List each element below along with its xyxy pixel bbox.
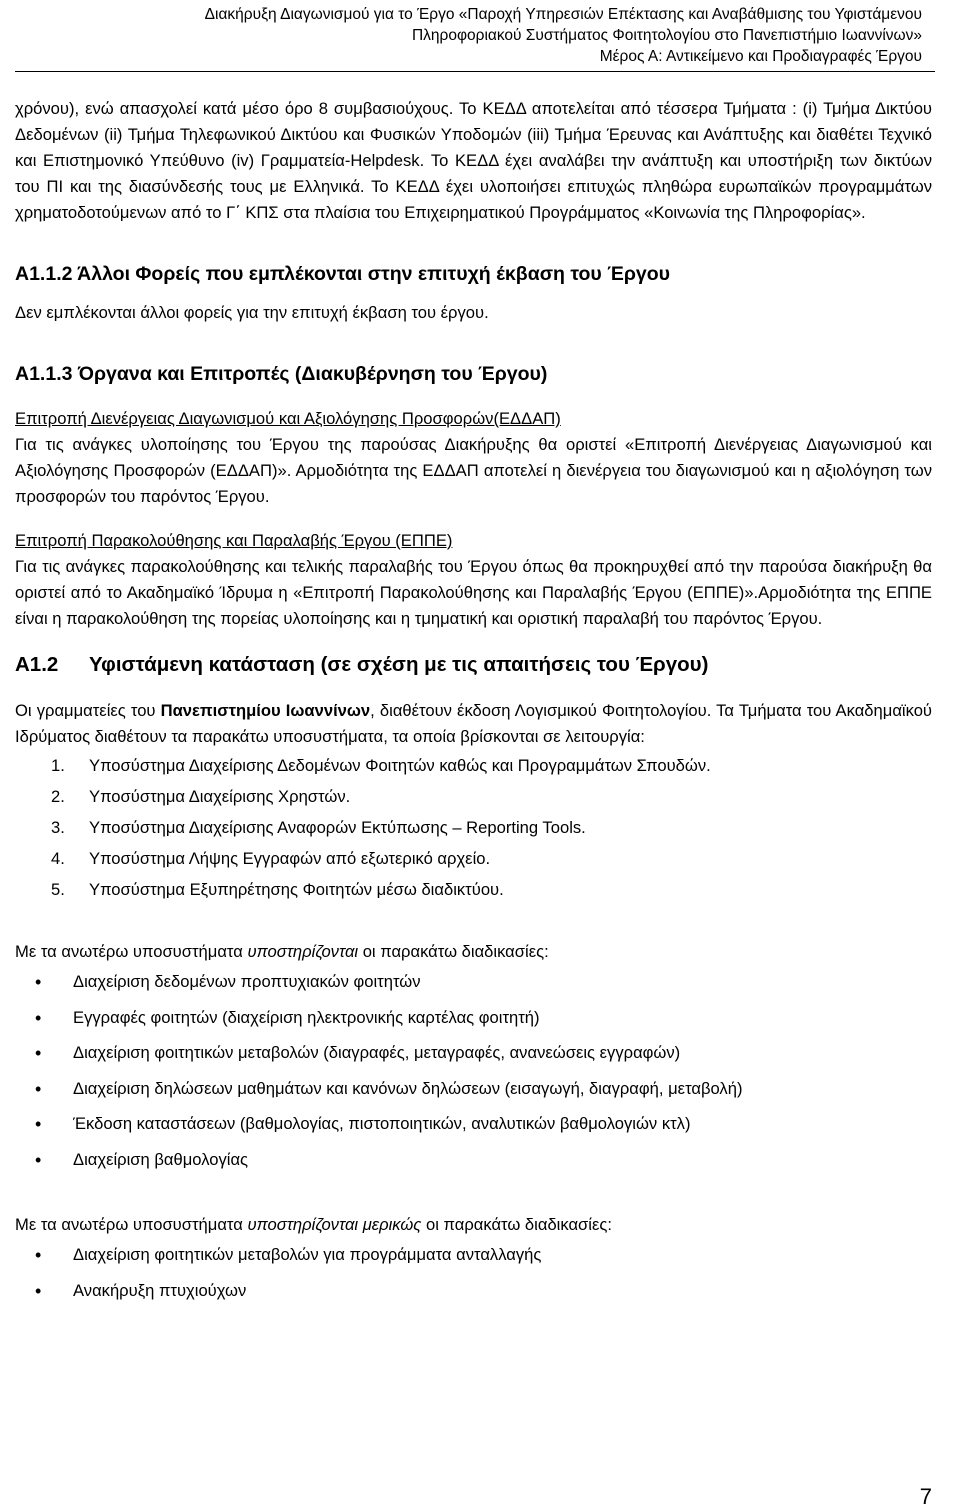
header-line-2: Πληροφοριακού Συστήματος Φοιτητολογίου στο Πανεπιστήμιο Ιωαννίνων» <box>411 27 922 44</box>
list-item: 2. Υποσύστημα Διαχείρισης Χρηστών. <box>51 787 351 806</box>
heading-a113: Α1.1.3 Όργανα και Επιτροπές (Διακυβέρνηση του Έργου) <box>15 363 548 385</box>
intro-paragraph: χρόνου), ενώ απασχολεί κατά μέσο όρο 8 συμβασιούχους. Το ΚΕΔΔ αποτελείται από τέσσερα Τμήματα : (i) Τμήμα Δικτύου Δεδομένων (ii) Τμήμα Τηλεφωνικού Δικτύου και Φυσικών Υποδομών (iii) Τμήμα Έρευνας και Ανάπτυξης και διαθέτει Τεχνικό και Επιστημονικό Υπεύθυνο (iv) Γραμματεία-Helpdesk. Το ΚΕΔΔ έχει αναλάβει την ανάπτυξη και υποστήριξη των δικτύων του ΠΙ και της διασύνδεσής τους με Ελληνικά. Το ΚΕΔΔ έχει υλοποιήσει επιτυχώς πληθώρα ευρωπαϊκών προγραμμάτων χρηματοδοτούμενων από το Γ΄ ΚΠΣ στα πλαίσια του Επιχειρηματικού Προγράμματος «Κοινωνία της Πληροφορίας». <box>15 99 932 222</box>
page-header <box>22 4 922 67</box>
full-support-list <box>15 965 932 1178</box>
committee-eppe-text: Για τις ανάγκες παρακολούθησης και τελικής παραλαβής του Έργου όπως θα προκηρυχθεί από την παρούσα διακήρυξη θα οριστεί από το Ακαδημαϊκό Ίδρυμα η «Επιτροπή Παρακολούθησης και Παραλαβής Έργου (ΕΠΠΕ)».Αρμοδιότητα της ΕΠΠΕ είναι η παρακολούθηση της πορείας υλοποίησης και η τμηματική και οριστική παραλαβή του παρόντος Έργου. <box>15 557 932 628</box>
bullet-icon <box>15 1274 73 1310</box>
list-item: • Ανακήρυξη πτυχιούχων <box>15 1274 932 1310</box>
committee-eppe-title: Επιτροπή Παρακολούθησης και Παραλαβής Έργου (ΕΠΠΕ) <box>15 531 453 550</box>
list-item: 1. Υποσύστημα Διαχείρισης Δεδομένων Φοιτητών καθώς και Προγραμμάτων Σπουδών. <box>51 756 711 775</box>
bullet-icon <box>15 1036 73 1072</box>
list-item: • Εγγραφές φοιτητών (διαχείριση ηλεκτρονικής καρτέλας φοιτητή) <box>15 1001 932 1037</box>
list-item: 4. Υποσύστημα Λήψης Εγγραφών από εξωτερικό αρχείο. <box>51 849 491 868</box>
bullet-icon <box>15 1238 73 1274</box>
heading-a12 <box>15 650 932 680</box>
header-divider <box>15 71 935 72</box>
list-item: • Διαχείριση φοιτητικών μεταβολών για προγράμματα ανταλλαγής <box>15 1238 932 1274</box>
bullet-icon <box>15 965 73 1001</box>
a12-paragraph <box>15 698 932 750</box>
list-item: 3. Υποσύστημα Διαχείρισης Αναφορών Εκτύπωσης – Reporting Tools. <box>51 818 586 837</box>
heading-a112: Α1.1.2 Άλλοι Φορείς που εμπλέκονται στην επιτυχή έκβαση του Έργου <box>15 263 671 285</box>
list-item: 5. Υποσύστημα Εξυπηρέτησης Φοιτητών μέσω διαδικτύου. <box>51 880 504 899</box>
committee-eddap-text: Για τις ανάγκες υλοποίησης του Έργου της παρούσας Διακήρυξης θα οριστεί «Επιτροπή Διενέργειας Διαγωνισμού και Αξιολόγησης Προσφορών (ΕΔΔΑΠ)». Αρμοδιότητα της ΕΔΔΑΠ αποτελεί η διενέργεια του διαγωνισμού και η αξιολόγηση των προσφορών του παρόντος Έργου. <box>15 435 932 506</box>
committee-eddap-title: Επιτροπή Διενέργειας Διαγωνισμού και Αξιολόγησης Προσφορών(ΕΔΔΑΠ) <box>15 409 561 428</box>
partial-support-list <box>15 1238 932 1309</box>
university-name: Πανεπιστημίου Ιωαννίνων <box>160 701 371 720</box>
bullet-icon <box>15 1072 73 1108</box>
page-number: 7 <box>919 1484 932 1509</box>
document-body <box>15 96 932 1309</box>
header-line-1: Διακήρυξη Διαγωνισμού για το Έργο «Παροχή Υπηρεσιών Επέκτασης και Αναβάθμισης του Υφιστάμενου <box>204 6 922 23</box>
header-line-3: Μέρος Α: Αντικείμενο και Προδιαγραφές Έργου <box>599 48 922 65</box>
list-item: • Διαχείριση φοιτητικών μεταβολών (διαγραφές, μεταγραφές, ανανεώσεις εγγραφών) <box>15 1036 932 1072</box>
bullet-icon <box>15 1143 73 1179</box>
list-item: • Διαχείριση δηλώσεων μαθημάτων και κανόνων δηλώσεων (εισαγωγή, διαγραφή, μεταβολή) <box>15 1072 932 1108</box>
heading-a12-number: Α1.2 <box>15 653 59 676</box>
subsystem-list <box>15 750 932 905</box>
full-support-intro: Με τα ανωτέρω υποσυστήματα υποστηρίζονται οι παρακάτω διαδικασίες: <box>15 942 549 961</box>
a112-text: Δεν εμπλέκονται άλλοι φορείς για την επιτυχή έκβαση του έργου. <box>15 303 489 322</box>
a12-text-end: , διαθέτουν έκδοση Λογισμικού Φοιτητολογίου. Τα Τμήματα του Ακαδημαϊκού Ιδρύματος διαθέτουν τα παρακάτω υποσυστήματα, τα οποία βρίσκονται σε λειτουργία: <box>15 701 932 746</box>
partial-support-intro: Με τα ανωτέρω υποσυστήματα υποστηρίζονται μερικώς οι παρακάτω διαδικασίες: <box>15 1215 612 1234</box>
bullet-icon <box>15 1001 73 1037</box>
list-item: • Διαχείριση βαθμολογίας <box>15 1143 932 1179</box>
bullet-icon <box>15 1107 73 1143</box>
list-item: • Έκδοση καταστάσεων (βαθμολογίας, πιστοποιητικών, αναλυτικών βαθμολογιών κτλ) <box>15 1107 932 1143</box>
heading-a12-title: Υφιστάμενη κατάσταση (σε σχέση με τις απαιτήσεις του Έργου) <box>89 653 709 676</box>
a12-text-start: Οι γραμματείες του <box>15 701 161 720</box>
list-item: • Διαχείριση δεδομένων προπτυχιακών φοιτητών <box>15 965 932 1001</box>
